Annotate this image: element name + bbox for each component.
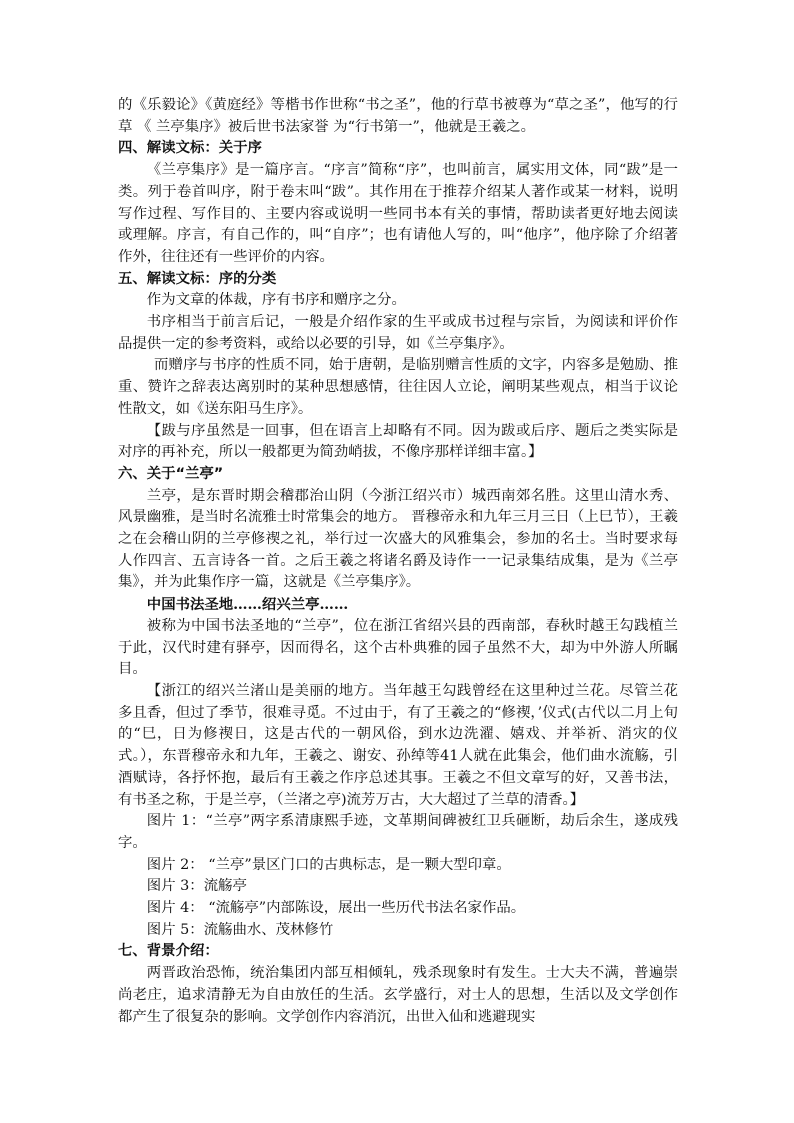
paragraph-postscript-note: 【跋与序虽然是一回事，但在语言上却略有不同。因为跋或后序、题后之类实际是对序的再补充，所以一般都更为简劲峭拔，不像序那样详细丰富。】 <box>118 422 678 461</box>
caption-picture-5: 图片 5：流觞曲水、茂林修竹 <box>146 921 334 938</box>
paragraph-preface-definition: 《兰亭集序》是一篇序言。“序言”简称“序”，也叫前言，属实用文体，同“跋”是一类。列于卷首叫序，附于卷末叫“跋”。其作用在于推荐介绍某人著作或某一材料，说明写作过程、写作目的、主要内容或说明一些同书本有关的事情，帮助读者更好地去阅读或理解。序言，有自己作的，叫“自序”；也有请他人写的，叫“他序”，他序除了介绍著作外，往往还有一些评价的内容。 <box>118 162 678 265</box>
section-heading-preface-types: 五、解读文标：序的分类 <box>118 270 277 287</box>
section-heading-background: 七、背景介绍： <box>118 943 219 960</box>
paragraph-lanzhu-mountain: 【浙江的绍兴兰渚山是美丽的地方。当年越王勾践曾经在这里种过兰花。尽管兰花多且香，但过了季节，很难寻觅。不过由于，有了王羲之的“修禊，’仪式(古代以二月上旬的“巳，日为修禊日，这是古代的一朝风俗，到水边洗濯、嬉戏、并举祈、消灾的仪式。），东晋穆帝永和九年，王羲之、谢安、孙绰等41人就在此集会，他们曲水流觞，引酒赋诗，各抒怀抱，最后有王羲之作序总述其事。王羲之不但文章写的好，又善书法，有书圣之称，于是兰亭，（兰渚之亭)流芳万古，大大超过了兰草的清香。】 <box>118 682 678 808</box>
section-heading-about-preface: 四、解读文标：关于序 <box>118 140 262 157</box>
paragraph-lanting-location: 被称为中国书法圣地的“兰亭”，位在浙江省绍兴县的西南部，春秋时越王勾践植兰于此，汉代时建有驿亭，因而得名，这个古朴典雅的园子虽然不大，却为中外游人所瞩目。 <box>118 617 678 678</box>
paragraph-background: 两晋政治恐怖，统治集团内部互相倾轧，残杀现象时有发生。士大夫不满，普遍崇尚老庄，追求清静无为自由放任的生活。玄学盛行，对士人的思想，生活以及文学创作都产生了很复杂的影响。文学创作内容消沉，出世入仙和逃避现实 <box>118 965 678 1025</box>
caption-picture-3: 图片 3：流觞亭 <box>146 878 247 895</box>
section-heading-about-lanting: 六、关于“兰亭” <box>118 465 224 482</box>
subheading-calligraphy-holy-land: 中国书法圣地……绍兴兰亭…… <box>146 596 349 614</box>
paragraph-farewell-preface: 而赠序与书序的性质不同，始于唐朝，是临别赠言性质的文字，内容多是勉励、推重、赞许之辞表达离别时的某种思想感情，往往因人立论，阐明某些观点，相当于议论性散文，如《送东阳马生序》。 <box>118 357 678 417</box>
document-page <box>118 95 678 1028</box>
caption-picture-1: 图片 1：“兰亭”两字系清康熙手迹，文革期间碑被红卫兵砸断，劫后余生，遂成残字。 <box>118 813 678 851</box>
caption-picture-4: 图片 4： “流觞亭”内部陈设，展出一些历代书法名家作品。 <box>146 900 526 917</box>
paragraph-calligraphy-intro: 的《乐毅论》《黄庭经》等楷书作世称“书之圣”，他的行草书被尊为“草之圣”，他写的行草 《 兰亭集序》被后世书法家誉 为“行书第一”，他就是王羲之。 <box>118 97 678 135</box>
caption-picture-2: 图片 2： “兰亭”景区门口的古典标志，是一颗大型印章。 <box>146 856 511 873</box>
paragraph-book-preface: 书序相当于前言后记，一般是介绍作家的生平或成书过程与宗旨，为阅读和评价作品提供一定的参考资料，或给以必要的引导，如《兰亭集序》。 <box>118 314 678 352</box>
paragraph-preface-genres: 作为文章的体裁，序有书序和赠序之分。 <box>146 292 406 309</box>
paragraph-lanting-history: 兰亭，是东晋时期会稽郡治山阴（今浙江绍兴市）城西南郊名胜。这里山清水秀、风景幽雅，是当时名流雅士时常集会的地方。 晋穆帝永和九年三月三日（上巳节），王羲之在会稽山阴的兰亭修禊之礼，举行过一次盛大的风雅集会，参加的名士。当时要求每人作四言、五言诗各一首。之后王羲之将诸名爵及诗作一一记录集结成集，是为《兰亭集》，并为此集作序一篇，这就是《兰亭集序》。 <box>118 487 678 591</box>
